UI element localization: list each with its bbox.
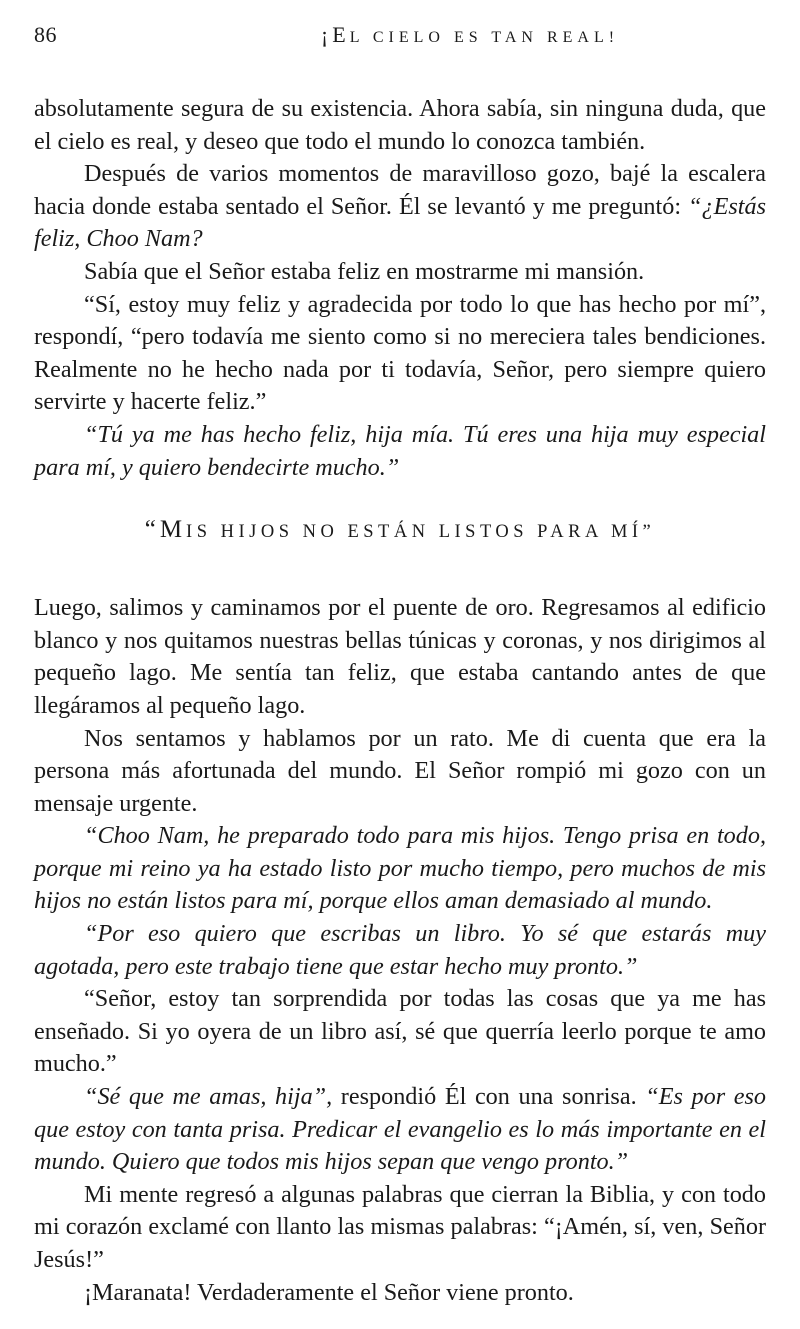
paragraph-text: Mi mente regresó a algunas palabras que cierran la Biblia, y con todo mi corazón exclamé con llanto las mismas palabras: “¡Amén, sí, ven, Señor Jesús!” — [34, 1180, 766, 1273]
paragraph — [34, 1179, 766, 1277]
paragraph — [34, 592, 766, 722]
running-head-rest: L CIELO ES TAN REAL! — [349, 29, 620, 46]
paragraph-italic-text: “¿Estás feliz, Choo Nam? — [34, 192, 766, 253]
running-head — [34, 22, 766, 48]
paragraph-italic-text: “Choo Nam, he preparado todo para mis hijos. Tengo prisa en todo, porque mi reino ya ha estado listo por mucho tiempo, pero muchos de mis hijos no están listos para mí, porque ellos aman demasiado al mundo. — [34, 822, 766, 915]
paragraph — [34, 820, 766, 918]
paragraph — [34, 158, 766, 256]
paragraph-italic-text: “Tú ya me has hecho feliz, hija mía. Tú eres una hija muy especial para mí, y quiero bendecirte mucho.” — [34, 420, 766, 481]
paragraph-italic-text: “Sé que me amas, hija”, — [84, 1083, 333, 1111]
paragraph — [34, 723, 766, 821]
paragraph-text: Nos sentamos y hablamos por un rato. Me di cuenta que era la persona más afortunada del mundo. El Señor rompió mi gozo con un mensaje urgente. — [34, 724, 766, 817]
running-head-prefix: ¡E — [320, 22, 350, 47]
paragraph-text: absolutamente segura de su existencia. Ahora sabía, sin ninguna duda, que el cielo es real, y deseo que todo el mundo lo conozca también. — [34, 95, 766, 155]
section-heading — [34, 484, 766, 572]
paragraph — [34, 419, 766, 484]
paragraph — [34, 918, 766, 983]
page-header — [34, 20, 766, 54]
paragraph-italic-text: “Es por eso que estoy con tanta prisa. Predicar el evangelio es lo más importante en el mundo. Quiero que todos mis hijos sepan que vengo pronto.” — [34, 1083, 766, 1176]
paragraph-italic-text: “Por eso quiero que escribas un libro. Yo sé que estarás muy agotada, pero este trabajo tiene que estar hecho muy pronto.” — [34, 920, 766, 980]
paragraph — [34, 1277, 766, 1310]
section-heading-rest: IS HIJOS NO ESTÁN LISTOS PARA MÍ” — [186, 522, 656, 543]
heading-spacer — [34, 572, 766, 592]
paragraph-text: “Señor, estoy tan sorprendida por todas las cosas que ya me has enseñado. Si yo oyera de un libro así, sé que querría leerlo porque te amo mucho.” — [34, 985, 766, 1078]
page-number: 86 — [34, 22, 57, 47]
paragraph — [34, 93, 766, 158]
paragraph-text: Sabía que el Señor estaba feliz en mostrarme mi mansión. — [84, 257, 645, 285]
paragraph — [34, 1081, 766, 1179]
paragraph-text: Después de varios momentos de maravilloso gozo, bajé la escalera hacia donde estaba sentado el Señor. Él se levantó y me preguntó: — [34, 160, 766, 220]
section-heading-prefix: “M — [144, 516, 187, 544]
paragraph-text: ¡Maranata! Verdaderamente el Señor viene pronto. — [84, 1278, 574, 1306]
paragraph-text: Luego, salimos y caminamos por el puente de oro. Regresamos al edificio blanco y nos quitamos nuestras bellas túnicas y coronas, y nos dirigimos al pequeño lago. Me sentía tan feliz, que estaba cantando antes de que llegáramos al pequeño lago. — [34, 594, 766, 719]
paragraph — [34, 289, 766, 419]
paragraph-text: “Sí, estoy muy feliz y agradecida por todo lo que has hecho por mí”, respondí, “pero todavía me siento como si no mereciera tales bendiciones. Realmente no he hecho nada por ti todavía, Señor, pero siempre quiero servirte y hacerte feliz.” — [34, 290, 766, 416]
paragraph — [34, 983, 766, 1081]
paragraph — [34, 256, 766, 289]
paragraph-text: respondió Él con una sonrisa. — [332, 1083, 646, 1111]
page-body — [34, 93, 766, 1309]
